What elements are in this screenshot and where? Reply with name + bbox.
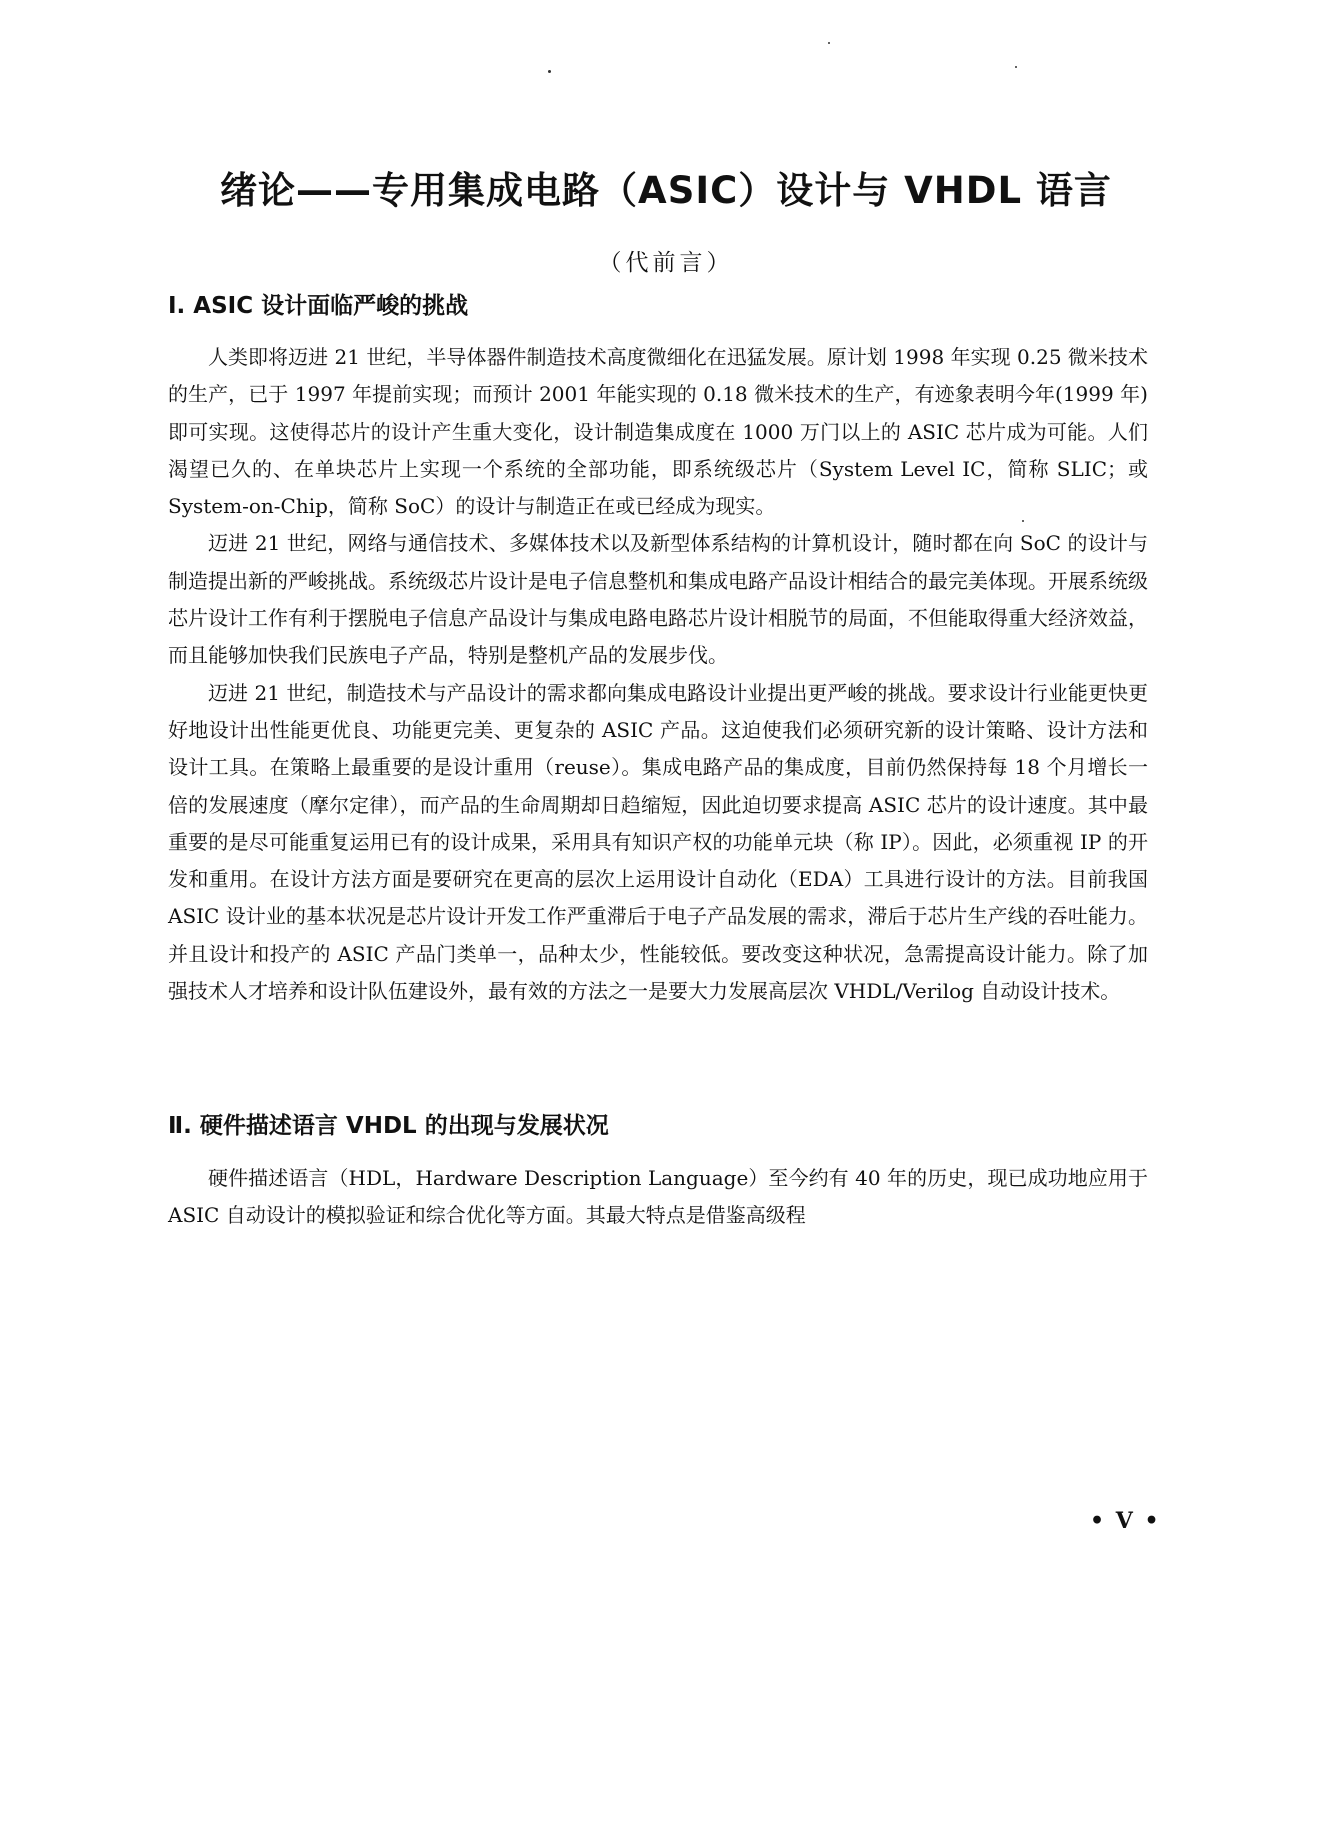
page-title: 绪论——专用集成电路（ASIC）设计与 VHDL 语言 bbox=[220, 169, 1112, 212]
section-1-body bbox=[168, 339, 1148, 1010]
paragraph: 迈进 21 世纪，制造技术与产品设计的需求都向集成电路设计业提出更严峻的挑战。要求设计行业能更快更好地设计出性能更优良、功能更完美、更复杂的 ASIC 产品。这迫使我们必须研究新的设计策略、设计方法和设计工具。在策略上最重要的是设计重用（reuse）。集成电路产品的集成度，目前仍然保持每 18 个月增长一倍的发展速度（摩尔定律），而产品的生命周期却日趋缩短，因此迫切要求提高 ASIC 芯片的设计速度。其中最重要的是尽可能重复运用已有的设计成果，采用具有知识产权的功能单元块（称 IP）。因此，必须重视 IP 的开发和重用。在设计方法方面是要研究在更高的层次上运用设计自动化（EDA）工具进行设计的方法。目前我国 ASIC 设计业的基本状况是芯片设计开发工作严重滞后于电子产品发展的需求，滞后于芯片生产线的吞吐能力。并且设计和投产的 ASIC 产品门类单一，品种太少，性能较低。要改变这种状况，急需提高设计能力。除了加强技术人才培养和设计队伍建设外，最有效的方法之一是要大力发展高层次 VHDL/Verilog 自动设计技术。 bbox=[168, 680, 1148, 1004]
scan-speck bbox=[548, 70, 551, 73]
section-heading-2: Ⅱ. 硬件描述语言 VHDL 的出现与发展状况 bbox=[168, 1113, 609, 1139]
scan-speck bbox=[828, 42, 830, 44]
paragraph: 硬件描述语言（HDL，Hardware Description Language）至今约有 40 年的历史，现已成功地应用于 ASIC 自动设计的模拟验证和综合优化等方面。其最大特点是借鉴高级程 bbox=[168, 1166, 1148, 1228]
section-heading-1: Ⅰ. ASIC 设计面临严峻的挑战 bbox=[168, 293, 469, 319]
paragraph: 迈进 21 世纪，网络与通信技术、多媒体技术以及新型体系结构的计算机设计，随时都在向 SoC 的设计与制造提出新的严峻挑战。系统级芯片设计是电子信息整机和集成电路产品设计相结合的最完美体现。开展系统级芯片设计工作有利于摆脱电子信息产品设计与集成电路电路芯片设计相脱节的局面，不但能取得重大经济效益，而且能够加快我们民族电子产品，特别是整机产品的发展步伐。 bbox=[168, 531, 1148, 668]
page-subtitle: （代前言） bbox=[598, 250, 734, 276]
scan-speck bbox=[1022, 520, 1024, 522]
section-2-body bbox=[168, 1160, 1148, 1235]
paragraph: 人类即将迈进 21 世纪，半导体器件制造技术高度微细化在迅猛发展。原计划 1998 年实现 0.25 微米技术的生产，已于 1997 年提前实现；而预计 2001 年能实现的 0.18 微米技术的生产，有迹象表明今年(1999 年)即可实现。这使得芯片的设计产生重大变化，设计制造集成度在 1000 万门以上的 ASIC 芯片成为可能。人们渴望已久的、在单块芯片上实现一个系统的全部功能，即系统级芯片（System Level IC，简称 SLIC；或 System-on-Chip，简称 SoC）的设计与制造正在或已经成为现实。 bbox=[168, 345, 1148, 519]
scan-speck bbox=[1015, 66, 1017, 68]
page-number: • V • bbox=[1090, 1508, 1161, 1534]
